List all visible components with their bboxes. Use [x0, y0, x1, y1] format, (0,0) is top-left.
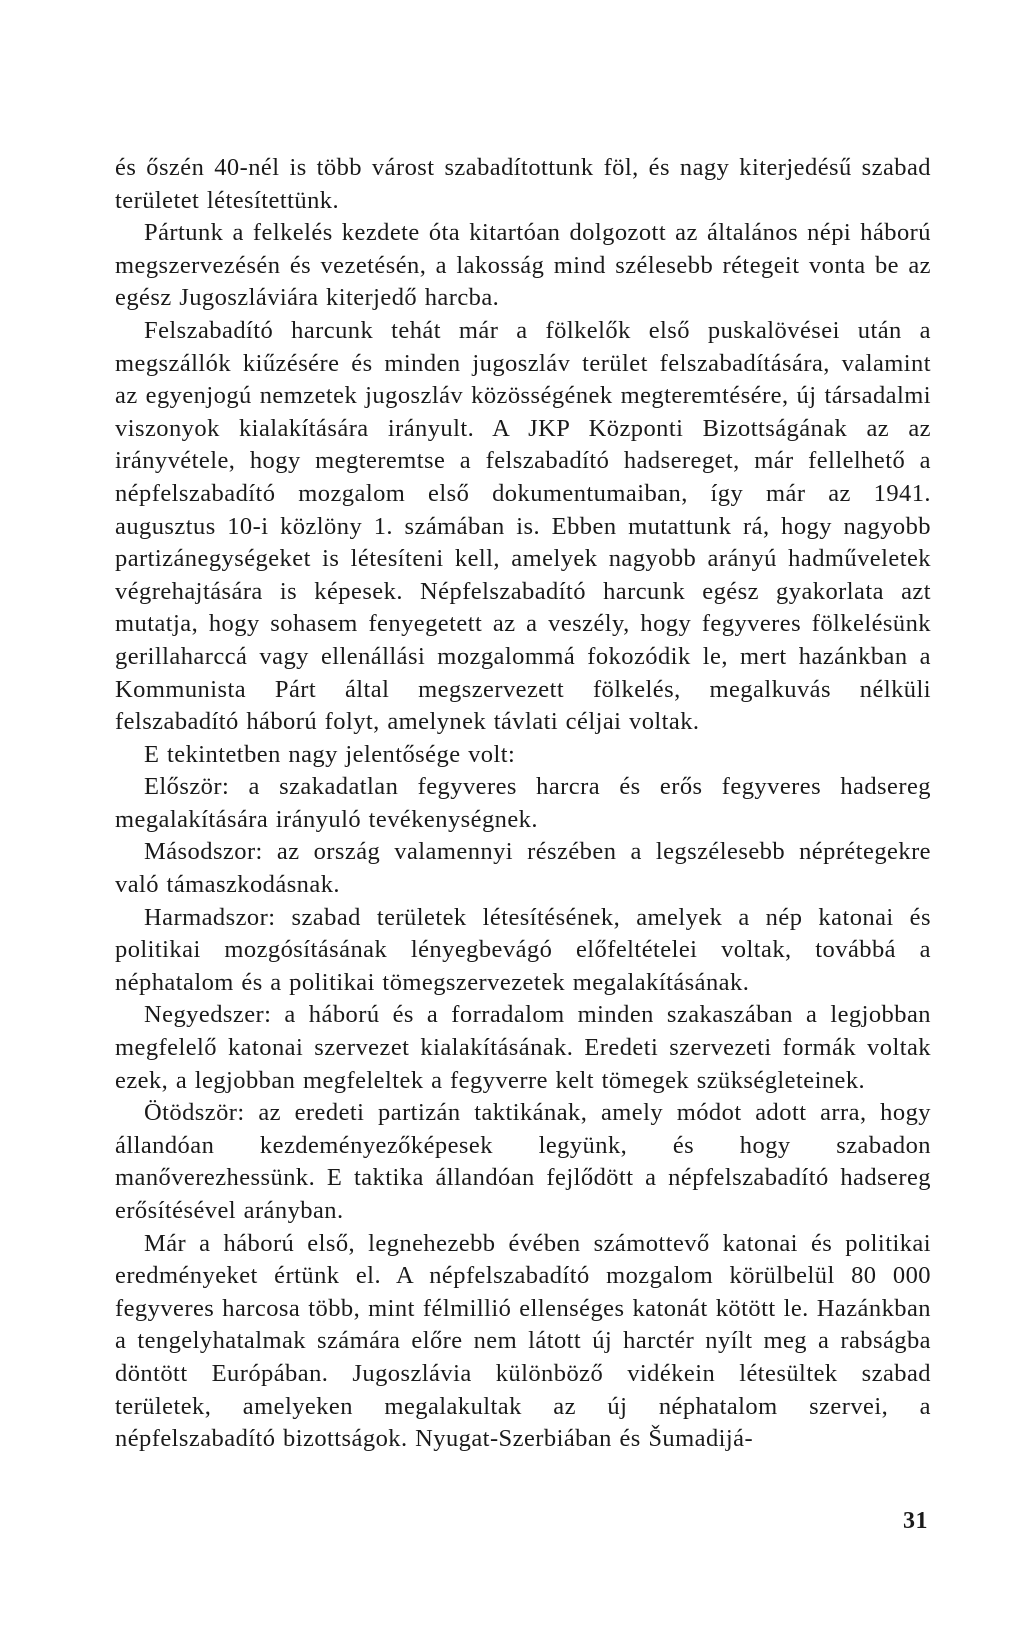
paragraph-2: Pártunk a felkelés kezdete óta kitartóan dolgozott az általános népi háború megszervezésén és vezetésén, a lakosság mind szélesebb rétegeit vonta be az egész Jugoszláviára kiterjedő harcba. — [115, 219, 931, 312]
paragraph-1: és őszén 40-nél is több várost szabadítottunk föl, és nagy kiterjedésű szabad területet létesítettünk. — [115, 154, 931, 214]
paragraph-4: E tekintetben nagy jelentősége volt: — [144, 740, 516, 768]
paragraph-5: Először: a szakadatlan fegyveres harcra és erős fegyveres hadsereg megalakítására irányuló tevékenységnek. — [115, 773, 931, 833]
paragraph-8: Negyedszer: a háború és a forradalom minden szakaszában a legjobban megfelelő katonai szervezet kialakításának. Eredeti szervezeti formák voltak ezek, a legjobban megfeleltek a fegyverre kelt tömegek szükségleteinek. — [115, 1001, 931, 1094]
paragraph-3: Felszabadító harcunk tehát már a fölkelők első puskalövései után a megszállók kiűzésére és minden jugoszláv terület felszabadítására, valamint az egyenjogú nemzetek jugoszláv közösségének megteremtésére, új társadalmi viszonyok kialakítására irányult. A JKP Központi Bizottságának az az irányvétele, hogy megteremtse a felszabadító hadsereget, már fellelhető a népfelszabadító mozgalom első dokumentumaiban, így már az 1941. augusztus 10-i közlöny 1. számában is. Ebben mutattunk rá, hogy nagyobb partizánegységeket is létesíteni kell, amelyek nagyobb arányú hadműveletek végrehajtására is képesek. Népfelszabadító harcunk egész gyakorlata azt mutatja, hogy sohasem fenyegetett az a veszély, hogy fegyveres fölkelésünk gerillaharccá vagy ellenállási mozgalommá fokozódik le, mert hazánkban a Kommunista Párt által megszervezett fölkelés, megalkuvás nélküli felszabadító háború folyt, amelynek távlati céljai voltak. — [115, 316, 931, 736]
page-number: 31 — [903, 1508, 928, 1534]
paragraph-7: Harmadszor: szabad területek létesítésének, amelyek a nép katonai és politikai mozgósításának lényegbevágó előfeltételei voltak, továbbá a néphatalom és a politikai tömegszervezetek megalakításának. — [115, 903, 931, 996]
paragraph-10: Már a háború első, legnehezebb évében számottevő katonai és politikai eredményeket értünk el. A népfelszabadító mozgalom körülbelül 80 000 fegyveres harcosa több, mint félmillió ellenséges katonát kötött le. Hazánkban a tengelyhatalmak számára előre nem látott új harctér nyílt meg a rabságba döntött Európában. Jugoszlávia különböző vidékein létesültek szabad területek, amelyeken megalakultak az új néphatalom szervei, a népfelszabadító bizottságok. Nyugat-Szerbiában és Šumadijá- — [115, 1229, 931, 1453]
paragraph-6: Másodszor: az ország valamennyi részében a legszélesebb néprétegekre való támaszkodásnak. — [115, 838, 931, 899]
body-text — [115, 152, 931, 1456]
paragraph-9: Ötödször: az eredeti partizán taktikának, amely módot adott arra, hogy állandóan kezdeményezőképesek legyünk, és hogy szabadon manőverezhessünk. E taktika állandóan fejlődött a népfelszabadító hadsereg erősítésével arányban. — [115, 1099, 931, 1224]
